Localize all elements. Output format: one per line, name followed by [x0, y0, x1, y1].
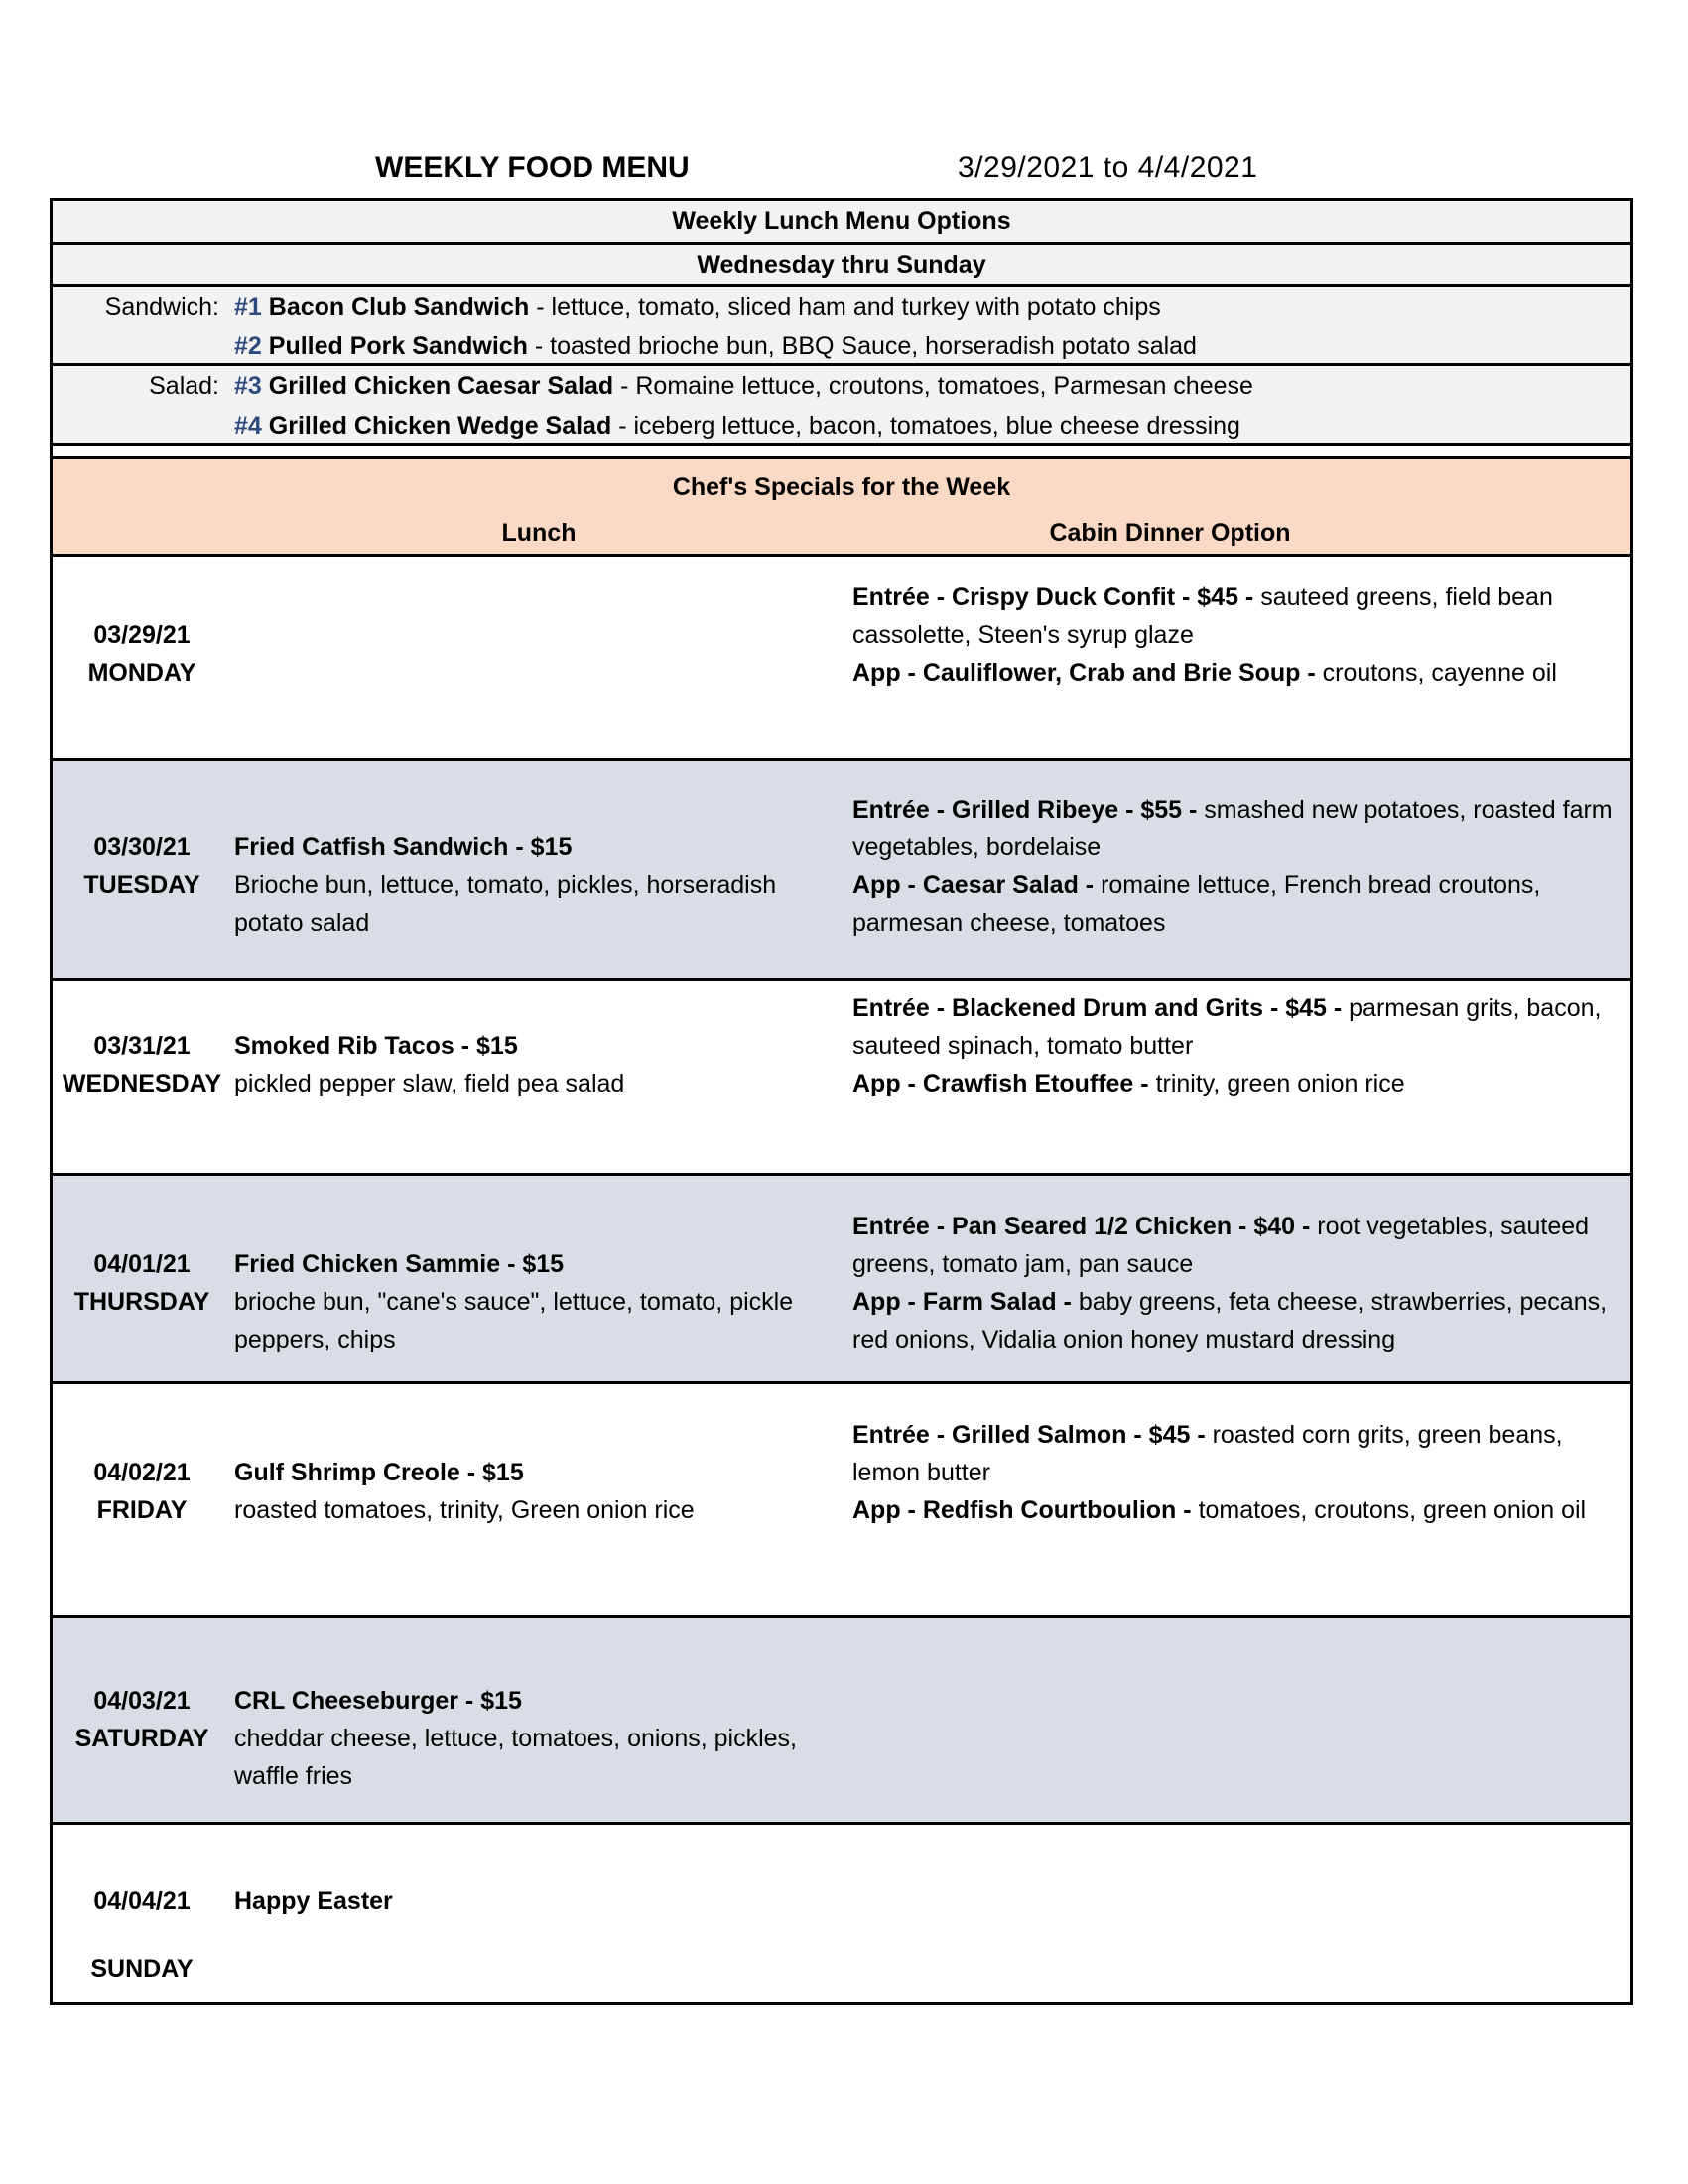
- entree-line: [852, 989, 1626, 1065]
- option-number: #1: [234, 293, 262, 321]
- lunch-desc: cheddar cheese, lettuce, tomatoes, onions, pickles, waffle fries: [234, 1725, 797, 1790]
- day-name: TUESDAY: [83, 871, 200, 899]
- entree-desc: roasted corn grits, green beans, lemon butter: [852, 1421, 1563, 1486]
- lunch-cell: [234, 1454, 840, 1529]
- entree-title: Entrée - Blackened Drum and Grits - $45 -: [852, 994, 1350, 1022]
- lunch-title: Fried Chicken Sammie - $15: [234, 1250, 565, 1278]
- lunch-option-4-text: [234, 406, 1240, 446]
- dinner-cell: [852, 1208, 1626, 1358]
- day-row-wednesday: [53, 981, 1630, 1176]
- lunch-desc: brioche bun, "cane's sauce", lettuce, tomato, pickle peppers, chips: [234, 1288, 794, 1353]
- entree-desc: smashed new potatoes, roasted farm vegetables, bordelaise: [852, 796, 1613, 861]
- day-date: 04/02/21: [93, 1459, 191, 1486]
- app-line: [852, 1491, 1626, 1529]
- day-name: FRIDAY: [96, 1496, 188, 1524]
- day-date: 04/01/21: [93, 1250, 191, 1278]
- entree-desc: parmesan grits, bacon, sauteed spinach, tomato butter: [852, 994, 1602, 1060]
- lunch-option-3-text: [234, 366, 1253, 406]
- day-row-monday: [53, 557, 1630, 761]
- entree-title: Entrée - Crispy Duck Confit - $45 -: [852, 583, 1261, 611]
- day-name: WEDNESDAY: [62, 1070, 222, 1097]
- lunch-title: Smoked Rib Tacos - $15: [234, 1032, 518, 1060]
- day-cell: [53, 1682, 231, 1757]
- day-date: 04/04/21: [93, 1887, 191, 1915]
- entree-title: Entrée - Grilled Ribeye - $55 -: [852, 796, 1205, 824]
- lunch-title: Fried Catfish Sandwich - $15: [234, 834, 573, 861]
- salad-label: Salad:: [149, 372, 219, 400]
- section-spacer: [53, 446, 1630, 459]
- lunch-cell: [234, 1882, 840, 1920]
- lunch-title: CRL Cheeseburger - $15: [234, 1687, 522, 1715]
- lunch-desc: Brioche bun, lettuce, tomato, pickles, horseradish potato salad: [234, 871, 777, 937]
- lunch-cell: [234, 829, 840, 942]
- option-desc: - Romaine lettuce, croutons, tomatoes, Parmesan cheese: [613, 372, 1253, 400]
- dinner-cell: [852, 989, 1626, 1102]
- sandwich-section: [53, 287, 1630, 366]
- day-date: 03/30/21: [93, 834, 191, 861]
- entree-title: Entrée - Grilled Salmon - $45 -: [852, 1421, 1213, 1449]
- option-desc: - lettuce, tomato, sliced ham and turkey with potato chips: [529, 293, 1161, 321]
- dinner-column-header: Cabin Dinner Option: [1049, 519, 1291, 547]
- day-cell: [53, 1027, 231, 1102]
- lunch-option-1-text: [234, 287, 1161, 326]
- weekly-lunch-subheading: [53, 245, 1630, 287]
- day-cell: [53, 1882, 231, 1988]
- entree-line: [852, 1416, 1626, 1491]
- app-title: App - Cauliflower, Crab and Brie Soup -: [852, 659, 1323, 687]
- option-name: Pulled Pork Sandwich: [268, 332, 528, 360]
- day-row-thursday: [53, 1176, 1630, 1384]
- option-number: #4: [234, 412, 262, 440]
- day-cell: [53, 1454, 231, 1529]
- weekly-lunch-heading-text: Weekly Lunch Menu Options: [672, 207, 1011, 235]
- day-cell: [53, 616, 231, 692]
- day-row-saturday: [53, 1618, 1630, 1825]
- day-cell: [53, 1245, 231, 1321]
- weekly-lunch-heading: [53, 201, 1630, 245]
- page-header: [0, 151, 1688, 191]
- day-name: THURSDAY: [73, 1288, 210, 1316]
- day-row-tuesday: [53, 761, 1630, 981]
- app-title: App - Redfish Courtboulion -: [852, 1496, 1199, 1524]
- dinner-cell: [852, 1416, 1626, 1529]
- app-desc: romaine lettuce, French bread croutons, parmesan cheese, tomatoes: [852, 871, 1541, 937]
- day-cell: [53, 829, 231, 904]
- option-desc: - iceberg lettuce, bacon, tomatoes, blue cheese dressing: [611, 412, 1240, 440]
- salad-section: [53, 366, 1630, 446]
- entree-line: [852, 1208, 1626, 1283]
- app-line: [852, 654, 1626, 692]
- day-name: SUNDAY: [90, 1955, 194, 1983]
- app-desc: croutons, cayenne oil: [1322, 659, 1557, 687]
- menu-title: WEEKLY FOOD MENU: [375, 151, 690, 184]
- lunch-cell: [234, 1027, 840, 1102]
- option-name: Grilled Chicken Wedge Salad: [268, 412, 612, 440]
- sandwich-label: Sandwich:: [104, 293, 219, 321]
- menu-table: [50, 198, 1633, 2005]
- app-title: App - Caesar Salad -: [852, 871, 1102, 899]
- day-date: 03/31/21: [93, 1032, 191, 1060]
- app-desc: trinity, green onion rice: [1155, 1070, 1405, 1097]
- option-number: #2: [234, 332, 262, 360]
- option-name: Bacon Club Sandwich: [268, 293, 530, 321]
- lunch-desc: roasted tomatoes, trinity, Green onion rice: [234, 1496, 695, 1524]
- app-title: App - Crawfish Etouffee -: [852, 1070, 1156, 1097]
- dinner-cell: [852, 578, 1626, 692]
- option-number: #3: [234, 372, 262, 400]
- day-row-sunday: [53, 1825, 1630, 2002]
- entree-desc: root vegetables, sauteed greens, tomato jam, pan sauce: [852, 1213, 1590, 1278]
- entree-line: [852, 791, 1626, 866]
- menu-date-range: 3/29/2021 to 4/4/2021: [958, 151, 1258, 184]
- app-line: [852, 1065, 1626, 1102]
- option-name: Grilled Chicken Caesar Salad: [268, 372, 614, 400]
- day-row-friday: [53, 1384, 1630, 1618]
- app-desc: baby greens, feta cheese, strawberries, pecans, red onions, Vidalia onion honey mustard dressing: [852, 1288, 1608, 1353]
- lunch-title: Happy Easter: [234, 1887, 393, 1915]
- day-name: SATURDAY: [74, 1725, 209, 1752]
- weekly-lunch-subheading-text: Wednesday thru Sunday: [697, 251, 986, 279]
- app-title: App - Farm Salad -: [852, 1288, 1079, 1316]
- specials-heading: Chef's Specials for the Week: [672, 473, 1011, 501]
- entree-desc: sauteed greens, field bean cassolette, Steen's syrup glaze: [852, 583, 1553, 649]
- lunch-option-2-text: [234, 326, 1197, 366]
- app-desc: tomatoes, croutons, green onion oil: [1198, 1496, 1587, 1524]
- day-date: 03/29/21: [93, 621, 191, 649]
- entree-line: [852, 578, 1626, 654]
- dinner-cell: [852, 791, 1626, 942]
- entree-title: Entrée - Pan Seared 1/2 Chicken - $40 -: [852, 1213, 1318, 1240]
- lunch-title: Gulf Shrimp Creole - $15: [234, 1459, 524, 1486]
- day-name: MONDAY: [87, 659, 196, 687]
- option-desc: - toasted brioche bun, BBQ Sauce, horseradish potato salad: [527, 332, 1197, 360]
- specials-header: [53, 459, 1630, 557]
- day-date: 04/03/21: [93, 1687, 191, 1715]
- app-line: [852, 1283, 1626, 1358]
- app-line: [852, 866, 1626, 942]
- lunch-desc: pickled pepper slaw, field pea salad: [234, 1070, 625, 1097]
- lunch-cell: [234, 1245, 840, 1358]
- lunch-column-header: Lunch: [501, 519, 577, 547]
- lunch-cell: [234, 1682, 840, 1795]
